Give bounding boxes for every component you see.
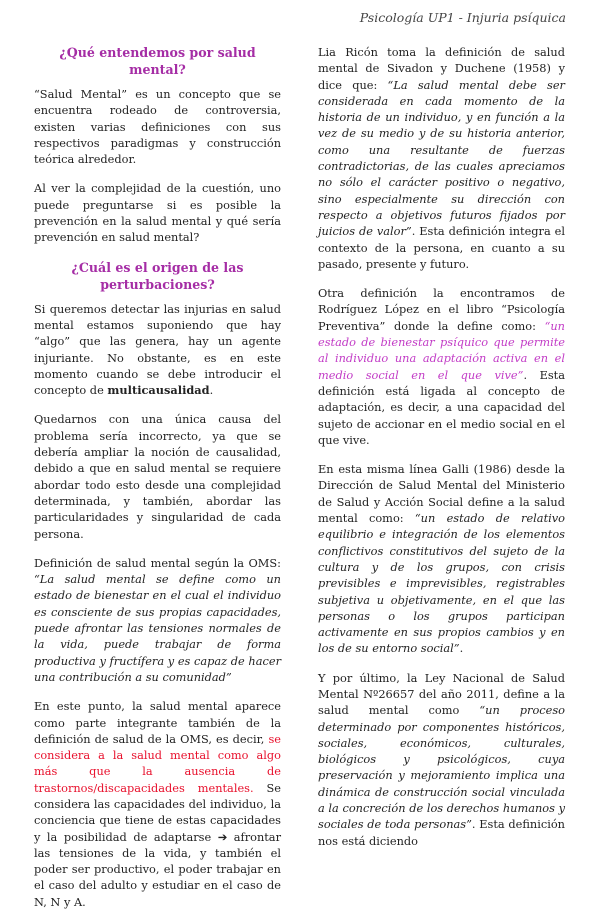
paragraph-rodriguez: Otra definición la encontramos de Rodríguez López en el libro “Psicología Preventiva” donde la define como: “un estado de bienestar psíquico que permite al individuo una adaptación activa en el medio social en el que vive”. Esta definición está ligada al concepto de adaptación, es decir, a una capacidad del sujeto de accionar en el medio social en el que vive.: [318, 286, 565, 447]
paragraph: Quedarnos con una única causa del problema sería incorrecto, ya que se debería ampliar la noción de causalidad, debido a que en salud mental se requiere abordar todo esto desde una complejidad determinada, y también, abordar las particularidades y singularidad de cada persona.: [34, 412, 281, 541]
section-heading-salud-mental: ¿Qué entendemos por salud mental?: [59, 45, 256, 77]
paragraph-oms-definition: Definición de salud mental según la OMS: “La salud mental se define como un estado de bienestar en el cual el individuo es consciente de sus propias capacidades, puede afrontar las tensiones normales de la vida, puede trabajar de forma productiva y fructífera y es capaz de hacer una contribución a su comunidad”: [34, 555, 281, 684]
highlighted-text: se considera a la salud mental como algo más que la ausencia de trastornos/discapacidades mentales.: [34, 731, 281, 795]
paragraph: Si queremos detectar las injurias en salud mental estamos suponiendo que hay “algo” que las genera, hay un agente injuriante. No obstante, es en este momento cuando se debe introducir el concepto de multicausalidad.: [34, 301, 281, 398]
running-header: Psicología UP1 - Injuria psíquica: [359, 10, 566, 25]
section-heading-origen: ¿Cuál es el origen de las perturbaciones?: [71, 259, 244, 292]
paragraph-ley: Y por último, la Ley Nacional de Salud Mental Nº26657 del año 2011, define a la salud mental como “un proceso determinado por componentes históricos, sociales, económicos, culturales, biológicos y psicológicos, cuya preservación y mejoramiento implica una dinámica de construcción social vinculada a la concreción de los derechos humanos y sociales de toda personas”. Esta definición nos está diciendo: [318, 670, 566, 848]
quote-galli: “un estado de relativo equilibrio e integración de los elementos conflictivos constitutivos del sujeto de la cultura y de los grupos, con crisis previsibles e imprevisibles, registrables subjetiva u objetivamente, en el que las personas o los grupos participan activamente en sus propios cambios y en los de su entorno social”: [318, 511, 565, 656]
paragraph: “Salud Mental” es un concepto que se encuentra rodeado de controversia, existen varias definiciones con sus respectivos paradigmas y construcción teórica alrededor.: [34, 87, 281, 167]
quote-oms: “La salud mental se define como un estado de bienestar en el cual el individuo es consciente de sus propias capacidades, puede afrontar las tensiones normales de la vida, puede trabajar de forma productiva y fructífera y es capaz de hacer una contribución a su comunidad”: [34, 572, 281, 684]
paragraph-galli: En esta misma línea Galli (1986) desde la Dirección de Salud Mental del Ministerio de Salud y Acción Social define a la salud mental como: “un estado de relativo equilibrio e integración de los elementos conflictivos constitutivos del sujeto de la cultura y de los grupos, con crisis previsibles e imprevisibles, registrables subjetiva u objetivamente, en el que las personas o los grupos participan activamente en sus propios cambios y en los de su entorno social”.: [318, 462, 565, 656]
left-column: [34, 44, 281, 923]
quote-ley: “un proceso determinado por componentes históricos, sociales, económicos, culturales, biológicos y psicológicos, cuya preservación y mejoramiento implica una dinámica de construcción social vinculada a la concreción de los derechos humanos y sociales de toda personas”: [318, 703, 566, 832]
bold-term: multicausalidad: [107, 383, 210, 398]
paragraph: Al ver la complejidad de la cuestión, uno puede preguntarse si es posible la prevención en la salud mental y qué sería prevención en salud mental?: [34, 181, 281, 245]
quote-sivadon: “La salud mental debe ser considerada en cada momento de la historia de un individuo, y en función a la vez de su medio y de su historia anterior, como una resultante de fuerzas contradictorias, de las cuales apreciamos no sólo el carácter positivo o negativo, sino especialmente su dirección con respecto a objetivos futuros fijados por juicios de valor”: [318, 77, 565, 239]
right-column: [318, 44, 565, 862]
paragraph: En este punto, la salud mental aparece como parte integrante también de la definición de salud de la OMS, es decir, se considera a la salud mental como algo más que la ausencia de trastornos/discapacidades mentales. Se considera las capacidades del individuo, la conciencia que tiene de estas capacidades y la posibilidad de adaptarse ➔ afrontar las tensiones de la vida, y también el poder ser productivo, el poder trabajar en el caso del adulto y estudiar en el caso de N, N y A.: [34, 699, 281, 909]
quote-rodriguez: “un estado de bienestar psíquico que permite al individuo una adaptación activa en el medio social en el que vive”: [318, 318, 565, 382]
paragraph-ricon: Lia Ricón toma la definición de salud mental de Sivadon y Duchene (1958) y dice que: “La salud mental debe ser considerada en cada momento de la historia de un individuo, y en función a la vez de su medio y de su historia anterior, como una resultante de fuerzas contradictorias, de las cuales apreciamos no sólo el carácter positivo o negativo, sino especialmente su dirección con respecto a objetivos futuros fijados por juicios de valor”. Esta definición integra el contexto de la persona, en cuanto a su pasado, presente y futuro.: [318, 45, 565, 271]
